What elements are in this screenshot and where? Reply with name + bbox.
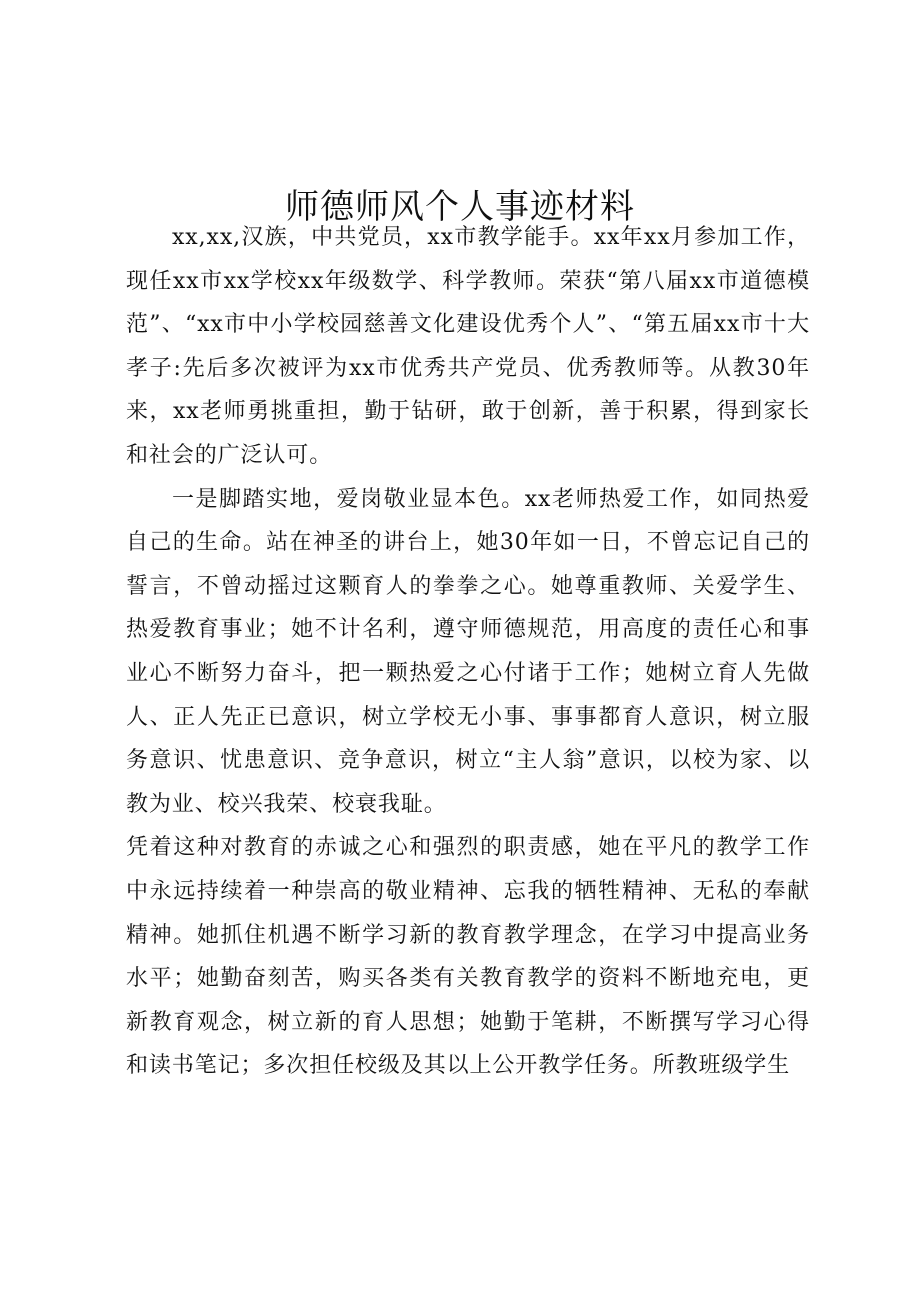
paragraph-dedication: 一是脚踏实地，爱岗敬业显本色。xx老师热爱工作，如同热爱自己的生命。站在神圣的讲台上，她30年如一日，不曾忘记自己的誓言，不曾动摇过这颗育人的拳拳之心。她尊重教师、关爱学生、热爱教育事业；她不计名利，遵守师德规范，用高度的责任心和事业心不断努力奋斗，把一颗热爱之心付诸于工作；她树立育人先做人、正人先正已意识，树立学校无小事、事事都育人意识，树立服务意识、忧患意识、竞争意识，树立“主人翁”意识，以校为家、以教为业、校兴我荣、校衰我耻。 — [126, 486, 810, 817]
document-title: 师德师风个人事迹材料 — [285, 186, 635, 227]
document-body — [126, 216, 810, 1088]
paragraph-intro: xx,xx,汉族，中共党员，xx市教学能手。xx年xx月参加工作，现任xx市xx学校xx年级数学、科学教师。荣获“第八届xx市道德模范”、“xx市中小学校园慈善文化建设优秀个人”、“第五届xx市十大孝子:先后多次被评为xx市优秀共产党员、优秀教师等。从教30年来，xx老师勇挑重担，勤于钻研，敢于创新，善于积累，得到家长和社会的广泛认可。 — [126, 225, 810, 468]
paragraph-sincerity: 凭着这种对教育的赤诚之心和强烈的职责感，她在平凡的教学工作中永远持续着一种崇高的敬业精神、忘我的牺牲精神、无私的奉献精神。她抓住机遇不断学习新的教育教学理念，在学习中提高业务水平；她勤奋刻苦，购买各类有关教育教学的资料不断地充电，更新教育观念，树立新的育人思想；她勤于笔耕，不断撰写学习心得和读书笔记；多次担任校级及其以上公开教学任务。所教班级学生 — [126, 835, 810, 1079]
